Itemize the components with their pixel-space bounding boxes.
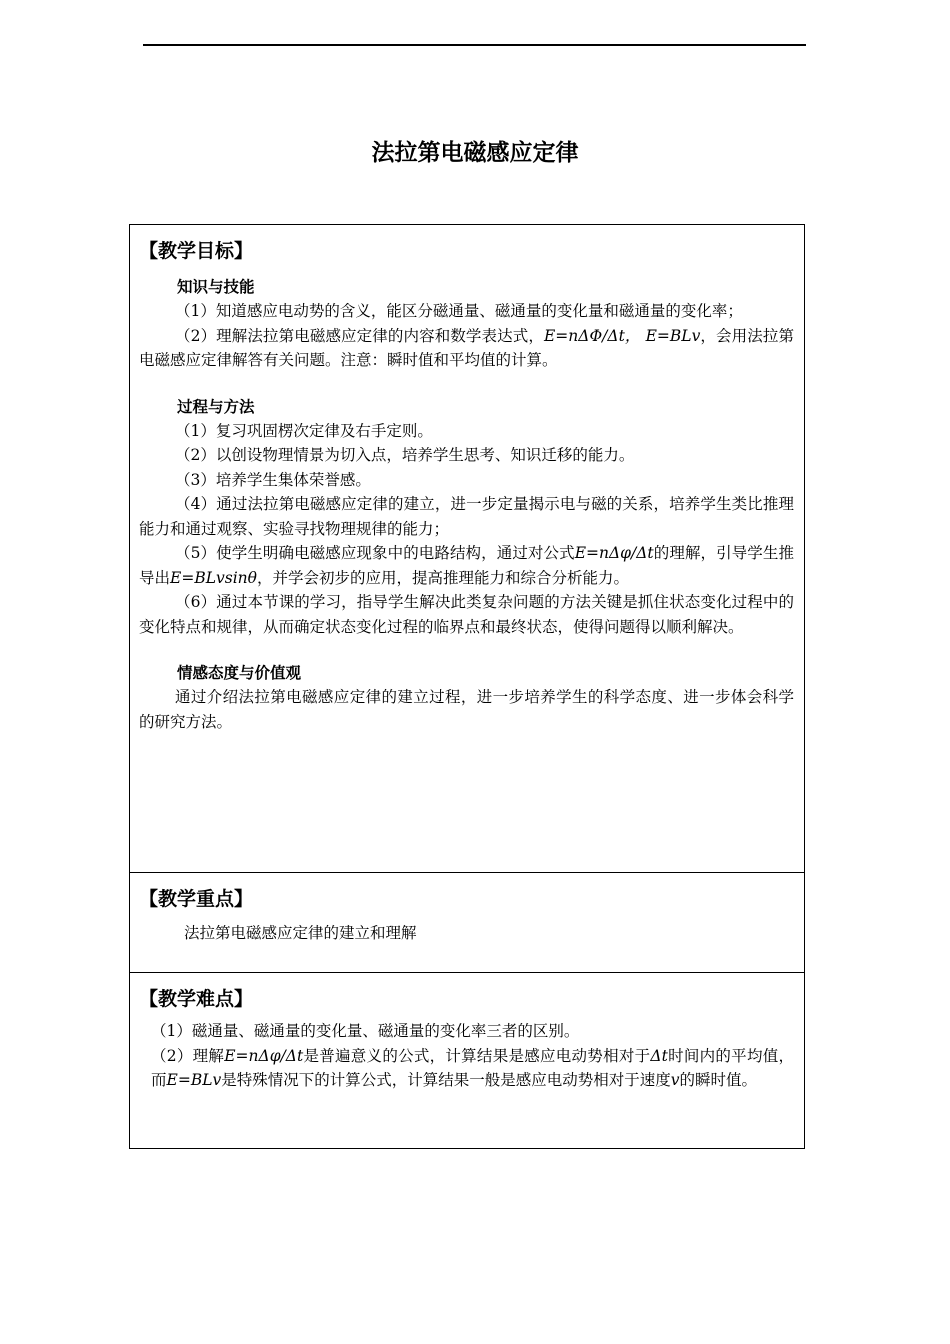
formula-emf-average: E=nΔΦ/Δt， — [543, 326, 641, 345]
page-title: 法拉第电磁感应定律 — [371, 140, 579, 166]
knowledge-item-2: （2）理解法拉第电磁感应定律的内容和数学表达式，E=nΔΦ/Δt， E=BLv，会用法拉第电磁感应定律解答有关问题。注意：瞬时值和平均值的计算。 — [139, 326, 794, 369]
difficulties-list — [139, 1019, 794, 1093]
process-item-1: （1）复习巩固楞次定律及右手定则。 — [175, 421, 433, 440]
process-item-6: （6）通过本节课的学习，指导学生解决此类复杂问题的方法关键是抓住状态变化过程中的变化特点和规律，从而确定状态变化过程的临界点和最终状态，使得问题得以顺利解决。 — [139, 593, 794, 636]
objectives-cell — [130, 225, 804, 873]
formula-emf-average: E=nΔφ/Δt — [574, 544, 654, 562]
process-heading: 过程与方法 — [177, 397, 255, 416]
process-item-4: （4）通过法拉第电磁感应定律的建立，进一步定量揭示电与磁的关系，培养学生类比推理能力和通过观察、实验寻找物理规律的能力； — [139, 495, 794, 538]
attitude-heading: 情感态度与价值观 — [177, 664, 302, 682]
knowledge-item-1: （1）知道感应电动势的含义，能区分磁通量、磁通量的变化量和磁通量的变化率； — [175, 302, 743, 320]
formula-emf-average: E=nΔφ/Δt — [224, 1046, 304, 1065]
difficulty-item-2: （2）理解E=nΔφ/Δt是普遍意义的公式，计算结果是感应电动势相对于Δt时间内的平均值，而E=BLv是特殊情况下的计算公式，计算结果一般是感应电动势相对于速度v的瞬时值。 — [151, 1046, 794, 1089]
objectives-heading: 【教学目标】 — [139, 240, 254, 262]
process-item-5: （5）使学生明确电磁感应现象中的电路结构，通过对公式E=nΔφ/Δt的理解，引导学生推导出E=BLvsinθ，并学会初步的应用，提高推理能力和综合分析能力。 — [139, 544, 794, 587]
formula-emf-sin: E=BLvsinθ — [170, 568, 257, 587]
attitude-text: 通过介绍法拉第电磁感应定律的建立过程，进一步培养学生的科学态度、进一步体会科学的研究方法。 — [139, 688, 794, 731]
process-item-3: （3）培养学生集体荣誉感。 — [175, 470, 371, 489]
difficulties-heading: 【教学难点】 — [139, 988, 254, 1010]
process-item-2: （2）以创设物理情景为切入点，培养学生思考、知识迁移的能力。 — [175, 446, 635, 464]
formula-emf-motional: E=BLv — [166, 1071, 222, 1089]
key-points-text: 法拉第电磁感应定律的建立和理解 — [184, 924, 417, 942]
formula-delta-t: Δt — [650, 1046, 668, 1065]
formula-emf-motional: E=BLv — [645, 326, 701, 345]
lesson-plan-table — [129, 224, 805, 1149]
knowledge-heading: 知识与技能 — [177, 278, 255, 296]
header-rule — [143, 44, 806, 46]
difficulty-item-1: （1）磁通量、磁通量的变化量、磁通量的变化率三者的区别。 — [151, 1022, 580, 1040]
formula-velocity: v — [670, 1071, 680, 1089]
key-points-cell — [130, 873, 804, 973]
difficulties-cell — [130, 973, 804, 1148]
key-points-heading: 【教学重点】 — [139, 888, 254, 910]
